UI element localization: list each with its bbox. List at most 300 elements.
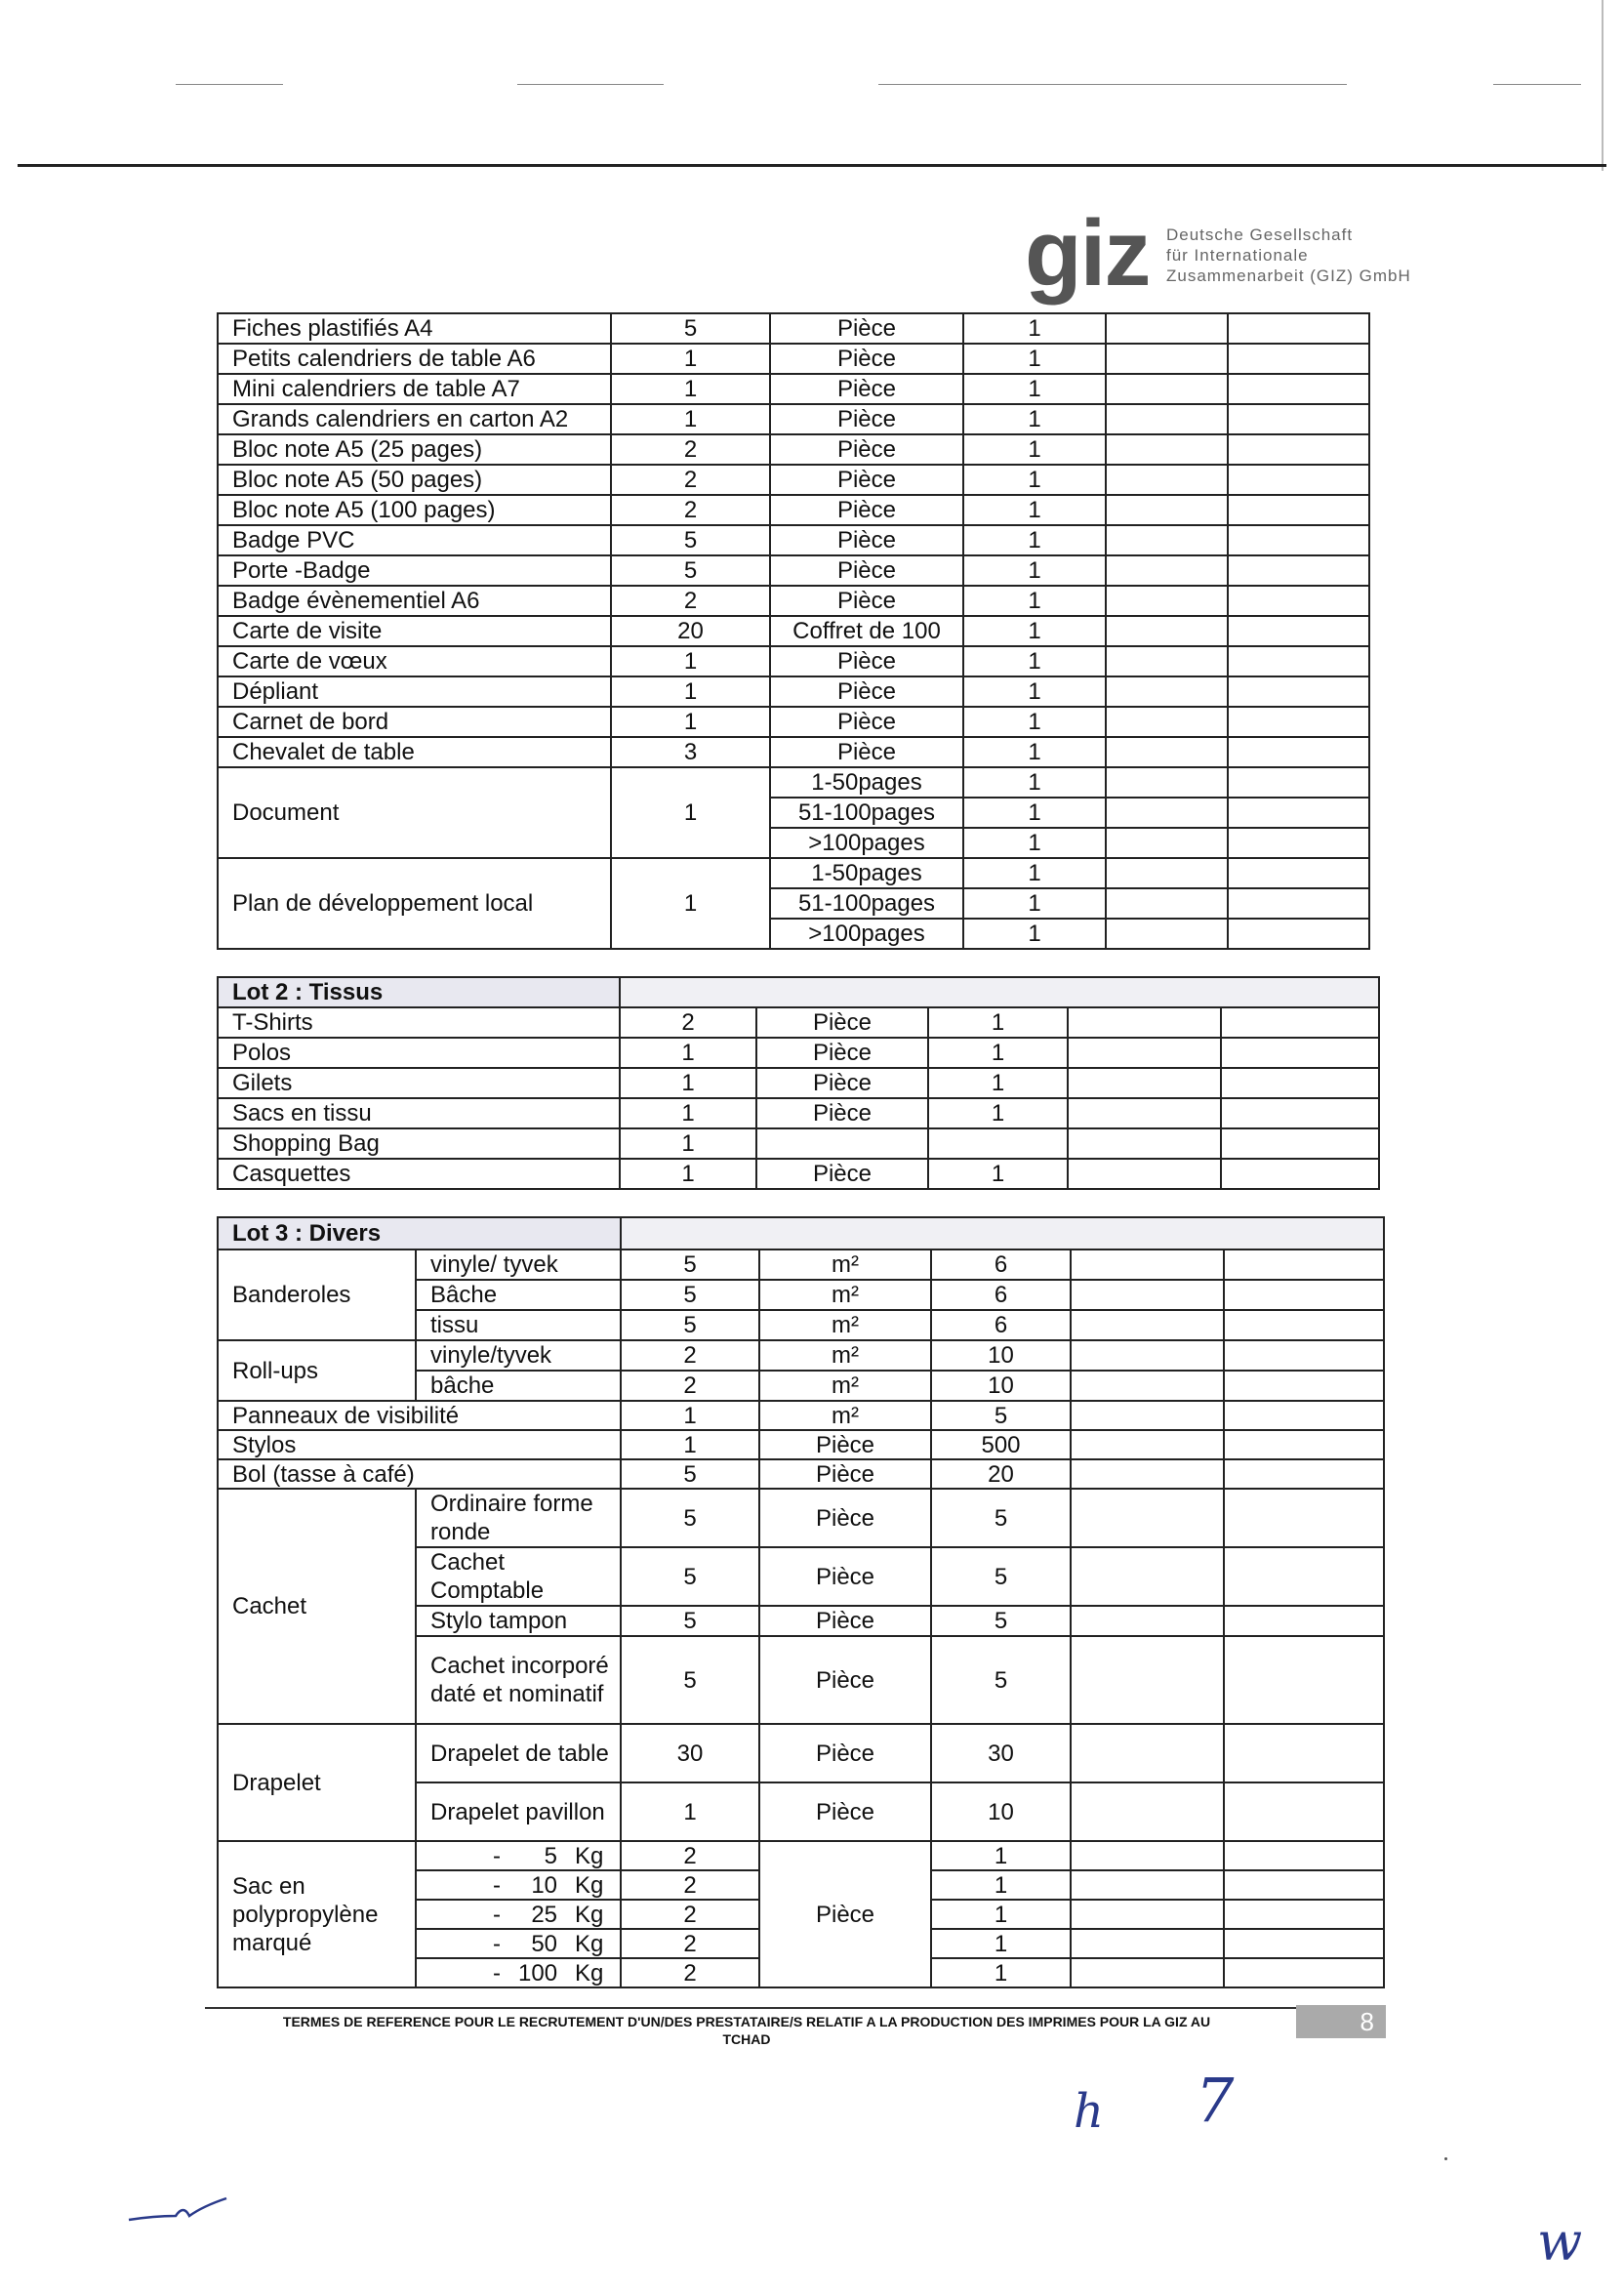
empty-cell xyxy=(1228,313,1369,344)
qty-cell: 2 xyxy=(611,465,770,495)
empty-cell xyxy=(1071,1401,1224,1430)
empty-cell xyxy=(1228,344,1369,374)
item-cell: Dépliant xyxy=(218,676,611,707)
subitem-cell xyxy=(416,1958,621,1987)
subitem-cell: tissu xyxy=(416,1310,621,1340)
qty-cell: 2 xyxy=(621,1929,759,1958)
empty-cell xyxy=(1228,555,1369,586)
empty-cell xyxy=(1228,586,1369,616)
empty-cell xyxy=(1071,1958,1224,1987)
num-cell: 1 xyxy=(963,767,1106,798)
empty-cell xyxy=(1106,676,1228,707)
empty-cell xyxy=(1071,1636,1224,1724)
qty-cell: 1 xyxy=(620,1038,756,1068)
empty-cell xyxy=(1071,1870,1224,1900)
table-row xyxy=(218,495,1369,525)
sac-dash: - xyxy=(493,1901,502,1928)
empty-cell xyxy=(1068,1007,1221,1038)
unit-cell: Pièce xyxy=(759,1841,931,1987)
logo-line: Deutsche Gesellschaft xyxy=(1166,225,1354,244)
item-cell: Cachet xyxy=(218,1489,416,1724)
num-cell: 1 xyxy=(963,434,1106,465)
empty-cell xyxy=(1071,1371,1224,1401)
empty-cell xyxy=(1071,1606,1224,1636)
table-row xyxy=(218,1007,1379,1038)
item-cell: Porte -Badge xyxy=(218,555,611,586)
empty-cell xyxy=(1068,1038,1221,1068)
unit-cell: Pièce xyxy=(759,1782,931,1841)
empty-cell xyxy=(1071,1430,1224,1459)
empty-cell xyxy=(1221,1098,1379,1128)
empty-cell xyxy=(1228,798,1369,828)
unit-cell: Pièce xyxy=(759,1606,931,1636)
sac-weight: 50 xyxy=(531,1930,558,1957)
empty-cell xyxy=(1228,374,1369,404)
table-row xyxy=(218,646,1369,676)
num-cell: 1 xyxy=(931,1870,1071,1900)
table-row xyxy=(218,858,1369,888)
empty-cell xyxy=(1106,555,1228,586)
table-row xyxy=(218,1724,1384,1782)
table-row xyxy=(218,1068,1379,1098)
empty-cell xyxy=(1221,1128,1379,1159)
item-cell: Roll-ups xyxy=(218,1340,416,1401)
item-cell: T-Shirts xyxy=(218,1007,620,1038)
item-cell: Carte de visite xyxy=(218,616,611,646)
qty-cell: 5 xyxy=(621,1310,759,1340)
unit-cell: Pièce xyxy=(759,1724,931,1782)
unit-cell: Pièce xyxy=(770,344,963,374)
item-cell: Petits calendriers de table A6 xyxy=(218,344,611,374)
qty-cell: 1 xyxy=(611,646,770,676)
num-cell: 1 xyxy=(963,374,1106,404)
giz-logo-text xyxy=(1166,225,1411,286)
unit-cell: Pièce xyxy=(759,1459,931,1489)
unit-cell: Pièce xyxy=(756,1068,928,1098)
subitem-cell: vinyle/tyvek xyxy=(416,1340,621,1371)
empty-cell xyxy=(1228,676,1369,707)
num-cell: 5 xyxy=(931,1489,1071,1547)
qty-cell: 5 xyxy=(621,1459,759,1489)
scan-mark xyxy=(1493,84,1581,85)
qty-cell: 5 xyxy=(621,1280,759,1310)
empty-cell xyxy=(1068,1098,1221,1128)
item-cell: Badge PVC xyxy=(218,525,611,555)
table-row xyxy=(218,737,1369,767)
num-cell: 1 xyxy=(931,1958,1071,1987)
qty-cell: 1 xyxy=(611,858,770,949)
num-cell: 1 xyxy=(963,495,1106,525)
item-cell: Sac en polypropylène marqué xyxy=(218,1841,416,1987)
empty-cell xyxy=(1224,1782,1384,1841)
empty-cell xyxy=(1071,1724,1224,1782)
qty-cell: 5 xyxy=(621,1606,759,1636)
qty-cell: 1 xyxy=(611,676,770,707)
table-row xyxy=(218,374,1369,404)
handwritten-mark: w xyxy=(1537,2211,1583,2273)
sac-weight: 25 xyxy=(531,1901,558,1928)
qty-cell: 1 xyxy=(611,707,770,737)
table-row xyxy=(218,1098,1379,1128)
sac-unit: Kg xyxy=(575,1901,604,1928)
empty-cell xyxy=(1228,737,1369,767)
qty-cell: 2 xyxy=(620,1007,756,1038)
unit-cell: 51-100pages xyxy=(770,888,963,919)
unit-cell: Pièce xyxy=(770,374,963,404)
unit-cell: m² xyxy=(759,1340,931,1371)
num-cell: 1 xyxy=(963,313,1106,344)
item-cell: Carnet de bord xyxy=(218,707,611,737)
footer-line1: TERMES DE REFERENCE POUR LE RECRUTEMENT D'UN/DES PRESTATAIRE/S RELATIF A LA PRODUCTION DES IMPRIMES POUR LA GIZ AU xyxy=(282,2014,1211,2029)
num-cell: 5 xyxy=(931,1401,1071,1430)
sac-unit: Kg xyxy=(575,1959,604,1987)
unit-cell: Pièce xyxy=(770,586,963,616)
unit-cell: Pièce xyxy=(756,1098,928,1128)
unit-cell: Pièce xyxy=(756,1159,928,1189)
empty-cell xyxy=(1228,767,1369,798)
empty-cell xyxy=(1106,313,1228,344)
num-cell: 1 xyxy=(928,1038,1068,1068)
unit-cell xyxy=(756,1128,928,1159)
item-cell: Shopping Bag xyxy=(218,1128,620,1159)
qty-cell: 1 xyxy=(621,1401,759,1430)
empty-cell xyxy=(1071,1340,1224,1371)
subitem-cell xyxy=(416,1929,621,1958)
header-fill xyxy=(621,1217,1384,1249)
unit-cell: Pièce xyxy=(770,737,963,767)
empty-cell xyxy=(1071,1782,1224,1841)
subitem-cell: Cachet incorporé daté et nominatif xyxy=(416,1636,621,1724)
unit-cell: Pièce xyxy=(770,404,963,434)
empty-cell xyxy=(1106,344,1228,374)
empty-cell xyxy=(1224,1310,1384,1340)
num-cell: 30 xyxy=(931,1724,1071,1782)
item-cell: Sacs en tissu xyxy=(218,1098,620,1128)
empty-cell xyxy=(1221,1038,1379,1068)
table-row xyxy=(218,555,1369,586)
qty-cell: 30 xyxy=(621,1724,759,1782)
empty-cell xyxy=(1071,1929,1224,1958)
empty-cell xyxy=(1106,586,1228,616)
unit-cell: Pièce xyxy=(770,434,963,465)
handwritten-mark: h xyxy=(1074,2084,1104,2139)
empty-cell xyxy=(1228,525,1369,555)
logo-line: für Internationale xyxy=(1166,246,1309,265)
qty-cell: 20 xyxy=(611,616,770,646)
table-row xyxy=(218,313,1369,344)
footer-line2: TCHAD xyxy=(722,2031,771,2047)
sac-size xyxy=(430,1931,620,1957)
empty-cell xyxy=(1224,1249,1384,1280)
num-cell: 20 xyxy=(931,1459,1071,1489)
lot2-title: Lot 2 : Tissus xyxy=(218,977,620,1007)
unit-cell: Pièce xyxy=(770,646,963,676)
table-row xyxy=(218,707,1369,737)
item-cell: Stylos xyxy=(218,1430,621,1459)
empty-cell xyxy=(1224,1371,1384,1401)
empty-cell xyxy=(1224,1929,1384,1958)
unit-cell: m² xyxy=(759,1249,931,1280)
item-cell: Mini calendriers de table A7 xyxy=(218,374,611,404)
item-cell: Grands calendriers en carton A2 xyxy=(218,404,611,434)
empty-cell xyxy=(1068,1159,1221,1189)
item-cell: Polos xyxy=(218,1038,620,1068)
empty-cell xyxy=(1106,525,1228,555)
empty-cell xyxy=(1224,1958,1384,1987)
empty-cell xyxy=(1228,858,1369,888)
qty-cell: 1 xyxy=(620,1098,756,1128)
qty-cell: 2 xyxy=(621,1870,759,1900)
giz-logo-mark: giz xyxy=(1025,201,1150,306)
table-row xyxy=(218,404,1369,434)
sac-dash: - xyxy=(493,1959,502,1987)
unit-cell: Coffret de 100 xyxy=(770,616,963,646)
empty-cell xyxy=(1071,1489,1224,1547)
num-cell: 1 xyxy=(963,586,1106,616)
num-cell: 1 xyxy=(963,676,1106,707)
num-cell: 1 xyxy=(931,1929,1071,1958)
num-cell: 1 xyxy=(963,555,1106,586)
sac-weight: 100 xyxy=(518,1959,558,1987)
subitem-cell xyxy=(416,1870,621,1900)
unit-cell: 51-100pages xyxy=(770,798,963,828)
qty-cell: 5 xyxy=(621,1547,759,1606)
sac-dash: - xyxy=(493,1842,502,1869)
empty-cell xyxy=(1106,888,1228,919)
unit-cell: Pièce xyxy=(770,707,963,737)
unit-cell: m² xyxy=(759,1280,931,1310)
qty-cell: 2 xyxy=(621,1371,759,1401)
num-cell: 500 xyxy=(931,1430,1071,1459)
unit-cell: >100pages xyxy=(770,919,963,949)
item-cell: Fiches plastifiés A4 xyxy=(218,313,611,344)
qty-cell: 2 xyxy=(621,1841,759,1870)
subitem-cell: Drapelet de table xyxy=(416,1724,621,1782)
item-cell: Bol (tasse à café) xyxy=(218,1459,621,1489)
num-cell: 1 xyxy=(963,404,1106,434)
empty-cell xyxy=(1228,707,1369,737)
header-rule xyxy=(18,164,1606,167)
empty-cell xyxy=(1106,465,1228,495)
num-cell: 6 xyxy=(931,1310,1071,1340)
sac-unit: Kg xyxy=(575,1930,604,1957)
header-fill xyxy=(620,977,1379,1007)
num-cell: 1 xyxy=(963,525,1106,555)
num-cell: 10 xyxy=(931,1340,1071,1371)
empty-cell xyxy=(1224,1606,1384,1636)
num-cell: 5 xyxy=(931,1636,1071,1724)
num-cell: 1 xyxy=(963,828,1106,858)
subitem-cell xyxy=(416,1841,621,1870)
num-cell: 5 xyxy=(931,1606,1071,1636)
num-cell: 1 xyxy=(963,707,1106,737)
num-cell: 1 xyxy=(963,798,1106,828)
table-row xyxy=(218,676,1369,707)
scan-dot xyxy=(1444,2157,1447,2160)
qty-cell: 1 xyxy=(620,1159,756,1189)
num-cell: 5 xyxy=(931,1547,1071,1606)
empty-cell xyxy=(1106,858,1228,888)
scan-mark xyxy=(517,84,664,85)
empty-cell xyxy=(1106,767,1228,798)
subitem-cell: bâche xyxy=(416,1371,621,1401)
section-header xyxy=(218,1217,1384,1249)
page-number: 8 xyxy=(1296,2005,1386,2038)
qty-cell: 1 xyxy=(611,404,770,434)
unit-cell: Pièce xyxy=(770,676,963,707)
num-cell: 1 xyxy=(963,616,1106,646)
unit-cell: 1-50pages xyxy=(770,858,963,888)
table-row xyxy=(218,586,1369,616)
empty-cell xyxy=(1221,1159,1379,1189)
empty-cell xyxy=(1106,616,1228,646)
qty-cell: 1 xyxy=(611,374,770,404)
num-cell: 10 xyxy=(931,1782,1071,1841)
num-cell: 1 xyxy=(963,465,1106,495)
footer-text xyxy=(205,2013,1288,2048)
empty-cell xyxy=(1068,1128,1221,1159)
sac-unit: Kg xyxy=(575,1842,604,1869)
empty-cell xyxy=(1221,1007,1379,1038)
empty-cell xyxy=(1228,495,1369,525)
unit-cell: Pièce xyxy=(756,1038,928,1068)
table-row xyxy=(218,616,1369,646)
sac-dash: - xyxy=(493,1930,502,1957)
unit-cell: m² xyxy=(759,1371,931,1401)
empty-cell xyxy=(1224,1489,1384,1547)
empty-cell xyxy=(1224,1547,1384,1606)
scan-mark xyxy=(878,84,1347,85)
qty-cell: 5 xyxy=(621,1489,759,1547)
num-cell: 1 xyxy=(928,1007,1068,1038)
num-cell xyxy=(928,1128,1068,1159)
empty-cell xyxy=(1224,1401,1384,1430)
num-cell: 1 xyxy=(928,1098,1068,1128)
num-cell: 1 xyxy=(928,1068,1068,1098)
empty-cell xyxy=(1071,1459,1224,1489)
table-row xyxy=(218,1128,1379,1159)
sac-size xyxy=(430,1872,620,1899)
unit-cell: Pièce xyxy=(759,1636,931,1724)
unit-cell: Pièce xyxy=(770,555,963,586)
qty-cell: 1 xyxy=(611,767,770,858)
empty-cell xyxy=(1224,1459,1384,1489)
sac-unit: Kg xyxy=(575,1871,604,1899)
item-cell: Plan de développement local xyxy=(218,858,611,949)
qty-cell: 5 xyxy=(621,1249,759,1280)
table-row xyxy=(218,525,1369,555)
item-cell: Banderoles xyxy=(218,1249,416,1340)
item-cell: Drapelet xyxy=(218,1724,416,1841)
empty-cell xyxy=(1228,919,1369,949)
sac-dash: - xyxy=(493,1871,502,1899)
footer-rule xyxy=(205,2007,1298,2009)
scan-mark xyxy=(176,84,283,85)
empty-cell xyxy=(1106,737,1228,767)
qty-cell: 1 xyxy=(621,1430,759,1459)
lot2-table xyxy=(217,976,1380,1190)
empty-cell xyxy=(1221,1068,1379,1098)
empty-cell xyxy=(1224,1340,1384,1371)
num-cell: 1 xyxy=(963,737,1106,767)
table-row xyxy=(218,1841,1384,1870)
empty-cell xyxy=(1106,434,1228,465)
empty-cell xyxy=(1228,616,1369,646)
empty-cell xyxy=(1071,1547,1224,1606)
empty-cell xyxy=(1071,1900,1224,1929)
subitem-cell xyxy=(416,1900,621,1929)
section-header xyxy=(218,977,1379,1007)
qty-cell: 2 xyxy=(621,1900,759,1929)
item-cell: Gilets xyxy=(218,1068,620,1098)
empty-cell xyxy=(1228,434,1369,465)
table-row xyxy=(218,1340,1384,1371)
scan-edge xyxy=(1602,0,1604,171)
empty-cell xyxy=(1224,1430,1384,1459)
item-cell: Bloc note A5 (25 pages) xyxy=(218,434,611,465)
subitem-cell: Bâche xyxy=(416,1280,621,1310)
table-row xyxy=(218,434,1369,465)
item-cell: Panneaux de visibilité xyxy=(218,1401,621,1430)
sac-size xyxy=(430,1960,620,1987)
item-cell: Document xyxy=(218,767,611,858)
empty-cell xyxy=(1106,707,1228,737)
sac-size xyxy=(430,1843,620,1869)
table-row xyxy=(218,1038,1379,1068)
lot3-title: Lot 3 : Divers xyxy=(218,1217,621,1249)
empty-cell xyxy=(1071,1310,1224,1340)
qty-cell: 2 xyxy=(621,1340,759,1371)
qty-cell: 1 xyxy=(621,1782,759,1841)
subitem-cell: vinyle/ tyvek xyxy=(416,1249,621,1280)
signature-scribble xyxy=(125,2187,232,2235)
sac-weight: 10 xyxy=(531,1871,558,1899)
num-cell: 1 xyxy=(928,1159,1068,1189)
sac-size xyxy=(430,1902,620,1928)
table-row xyxy=(218,1159,1379,1189)
unit-cell: Pièce xyxy=(756,1007,928,1038)
qty-cell: 1 xyxy=(620,1068,756,1098)
empty-cell xyxy=(1224,1870,1384,1900)
unit-cell: m² xyxy=(759,1401,931,1430)
unit-cell: Pièce xyxy=(770,495,963,525)
empty-cell xyxy=(1106,798,1228,828)
empty-cell xyxy=(1106,374,1228,404)
empty-cell xyxy=(1071,1249,1224,1280)
empty-cell xyxy=(1224,1724,1384,1782)
num-cell: 1 xyxy=(931,1900,1071,1929)
qty-cell: 5 xyxy=(611,313,770,344)
qty-cell: 5 xyxy=(621,1636,759,1724)
unit-cell: 1-50pages xyxy=(770,767,963,798)
empty-cell xyxy=(1071,1280,1224,1310)
empty-cell xyxy=(1071,1841,1224,1870)
empty-cell xyxy=(1068,1068,1221,1098)
empty-cell xyxy=(1224,1900,1384,1929)
unit-cell: Pièce xyxy=(759,1547,931,1606)
empty-cell xyxy=(1228,404,1369,434)
empty-cell xyxy=(1224,1636,1384,1724)
empty-cell xyxy=(1224,1841,1384,1870)
unit-cell: Pièce xyxy=(759,1430,931,1459)
qty-cell: 2 xyxy=(611,586,770,616)
item-cell: Casquettes xyxy=(218,1159,620,1189)
table-row xyxy=(218,1489,1384,1547)
qty-cell: 3 xyxy=(611,737,770,767)
qty-cell: 2 xyxy=(611,495,770,525)
logo-line: Zusammenarbeit (GIZ) GmbH xyxy=(1166,266,1411,285)
empty-cell xyxy=(1228,888,1369,919)
